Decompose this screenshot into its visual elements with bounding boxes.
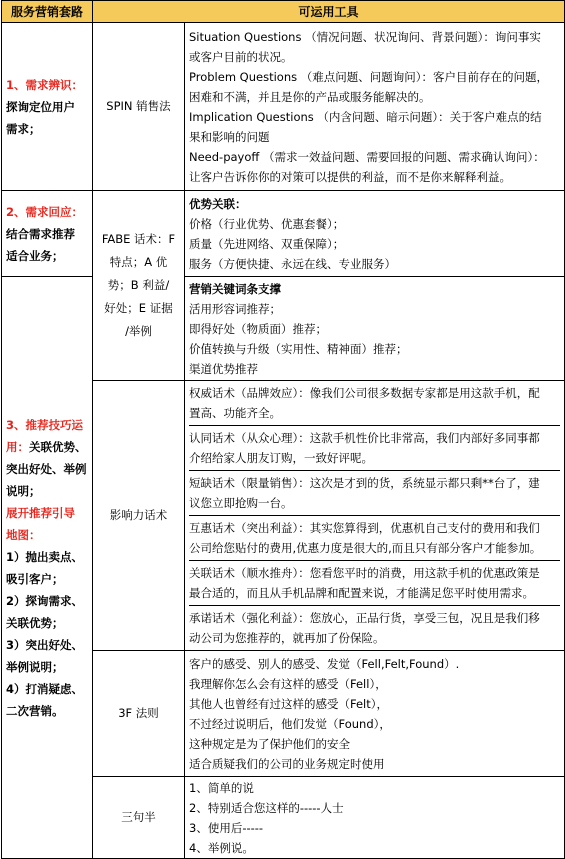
header-stage: 服务营销套路 xyxy=(2,1,93,23)
fabe-method-line: 势；B 利益/ xyxy=(107,278,170,292)
stage-3-step: 1）抛出卖点、 xyxy=(6,549,84,564)
fabe-keyword-tools xyxy=(185,277,565,381)
fabe-keyword-line: 渠道优势推荐 xyxy=(189,361,258,376)
fabe-method-line: 特点；A 优 xyxy=(109,255,168,269)
influence-item xyxy=(189,426,560,471)
stage-3-line: 关联优势、 xyxy=(29,439,87,454)
stage-3-step: 2）探询需求、 xyxy=(6,593,84,608)
stage-1-title: 1、需求辨识： xyxy=(6,77,84,92)
row-spin xyxy=(2,23,565,191)
influence-tools xyxy=(185,381,565,651)
three-line: 1、简单的说 xyxy=(189,780,254,795)
three-tools xyxy=(185,777,565,859)
influence-line: 议您立即抢购一台。 xyxy=(189,496,293,510)
stage-3-title: 3、推荐技巧运 xyxy=(6,417,84,432)
spin-line: 或客户目前的状况。 xyxy=(189,49,293,64)
method-three: 三句半 xyxy=(93,777,185,859)
stage-3-subtitle: 展开推荐引导 xyxy=(6,505,75,520)
spin-line: Need-payoff （需求一效益问题、需要回报的问题、需求确认询问）： xyxy=(189,149,545,164)
method-3f: 3F 法则 xyxy=(93,651,185,777)
f3-line: 其他人也曾经有过这样的感受（Felt）， xyxy=(189,696,389,711)
row-fabe-a xyxy=(2,191,565,277)
influence-line: 最合适的，而且从手机品牌和配置来说，才能满足您平时使用需求。 xyxy=(189,586,534,600)
f3-line: 客户的感受、别人的感受、发觉（Fell,Felt,Found）. xyxy=(189,656,460,671)
influence-item xyxy=(189,471,560,516)
stage-3-step: 3）突出好处、 xyxy=(6,637,84,652)
influence-line: 介绍给家人朋友订购，一致好评呢。 xyxy=(189,451,373,465)
stage-2-line: 结合需求推荐 xyxy=(6,226,75,241)
spin-line: 让客户告诉你你的对策可以提供的利益，而不是你来解释利益。 xyxy=(189,169,511,184)
influence-line: 关联话术（顺水推舟）：您看您平时的消费，用这款手机的优惠政策是 xyxy=(189,566,540,580)
stage-2-line: 适合业务； xyxy=(6,248,64,263)
stage-3-title: 用： xyxy=(6,439,29,454)
influence-line: 置高、功能齐全。 xyxy=(189,406,281,420)
spin-line: Implication Questions （内含问题、暗示问题）：关于客户难点的结 xyxy=(189,109,542,124)
spin-line: Problem Questions （难点问题、问题询问）：客户目前存在的问题， xyxy=(189,69,549,84)
influence-item xyxy=(189,381,560,426)
influence-line: 短缺话术（限量销售）：这次是才到的货，系统显示都只剩**台了，建 xyxy=(189,476,540,490)
fabe-method-line: 好处；E 证据 xyxy=(104,301,173,315)
stage-3-step: 举例说明； xyxy=(6,659,64,674)
stage-3-step: 二次营销。 xyxy=(6,703,64,718)
stage-3-line: 说明； xyxy=(6,483,41,498)
row-fabe-b xyxy=(2,277,565,381)
table-header-row xyxy=(2,1,565,23)
three-line: 4、举例说。 xyxy=(189,840,254,855)
stage-1-line: 探询定位用户 xyxy=(6,99,75,114)
fabe-keyword-line: 价值转换与升级（实用性、精神面）推荐； xyxy=(189,341,408,356)
fabe-keyword-line: 活用形容词推荐； xyxy=(189,301,281,316)
fabe-advantage-line: 价格（行业优势、优惠套餐）； xyxy=(189,216,345,231)
spin-tools xyxy=(185,23,565,191)
influence-line: 认同话术（从众心理）：这款手机性价比非常高，我们内部好多同事都 xyxy=(189,431,540,445)
fabe-advantage-line: 服务（方便快捷、永远在线、专业服务） xyxy=(189,256,396,271)
stage-3-step: 关联优势； xyxy=(6,615,64,630)
spin-line: 果和影响的问题 xyxy=(189,129,270,144)
stage-3-cell xyxy=(2,277,93,859)
influence-line: 互惠话术（突出利益）：其实您算得到，优惠机自己支付的费用和我们 xyxy=(189,521,540,535)
method-influence: 影响力话术 xyxy=(93,381,185,651)
stage-3-line: 突出好处、举例 xyxy=(6,461,87,476)
stage-3-step: 吸引客户； xyxy=(6,571,64,586)
fabe-method-line: /举例 xyxy=(125,324,152,338)
influence-line: 动公司为您推荐的，就再加了份保险。 xyxy=(189,631,385,645)
stage-1-line: 需求； xyxy=(6,121,41,136)
three-line: 3、使用后----- xyxy=(189,820,264,835)
f3-line: 不过经过说明后，他们发觉（Found）， xyxy=(189,716,391,731)
fabe-advantage-title: 优势关联： xyxy=(189,196,247,211)
influence-item xyxy=(189,606,560,650)
stage-3-subtitle: 地图： xyxy=(6,527,41,542)
fabe-advantage-tools xyxy=(185,191,565,277)
stage-3-step: 4）打消疑虑、 xyxy=(6,681,84,696)
f3-line: 适合质疑我们的公司的业务规定时使用 xyxy=(189,756,385,771)
f3-line: 我理解你怎么会有这样的感受（Fell）， xyxy=(189,676,387,691)
fabe-method-line: FABE 话术：F xyxy=(101,232,176,246)
influence-line: 公司给您贴付的费用,优惠力度是很大的,而且只有部分客户才能参加。 xyxy=(189,541,542,555)
three-line: 2、特别适合您这样的-----人士 xyxy=(189,800,344,815)
stage-2-title: 2、需求回应： xyxy=(6,204,84,219)
method-spin: SPIN 销售法 xyxy=(93,23,185,191)
influence-item xyxy=(189,561,560,606)
influence-item xyxy=(189,516,560,561)
method-fabe xyxy=(93,191,185,381)
stage-1-cell xyxy=(2,23,93,191)
f3-tools xyxy=(185,651,565,777)
spin-line: 困难和不满，并且是你的产品或服务能解决的。 xyxy=(189,89,431,104)
f3-line: 这种规定是为了保护他们的安全 xyxy=(189,736,350,751)
influence-line: 权威话术（品牌效应）：像我们公司很多数据专家都是用这款手机，配 xyxy=(189,386,540,400)
stage-2-cell xyxy=(2,191,93,277)
fabe-keyword-title: 营销关键词条支撑 xyxy=(189,281,281,296)
influence-line: 承诺话术（强化利益）：您放心，正品行货，享受三包，况且是我们移 xyxy=(189,611,540,625)
spin-line: Situation Questions （情况问题、状况询问、背景问题）：询问事实 xyxy=(189,29,541,44)
sales-method-table xyxy=(1,0,565,859)
fabe-keyword-line: 即得好处（物质面）推荐； xyxy=(189,321,327,336)
header-tools: 可运用工具 xyxy=(93,1,565,23)
fabe-advantage-line: 质量（先进网络、双重保障）； xyxy=(189,236,345,251)
